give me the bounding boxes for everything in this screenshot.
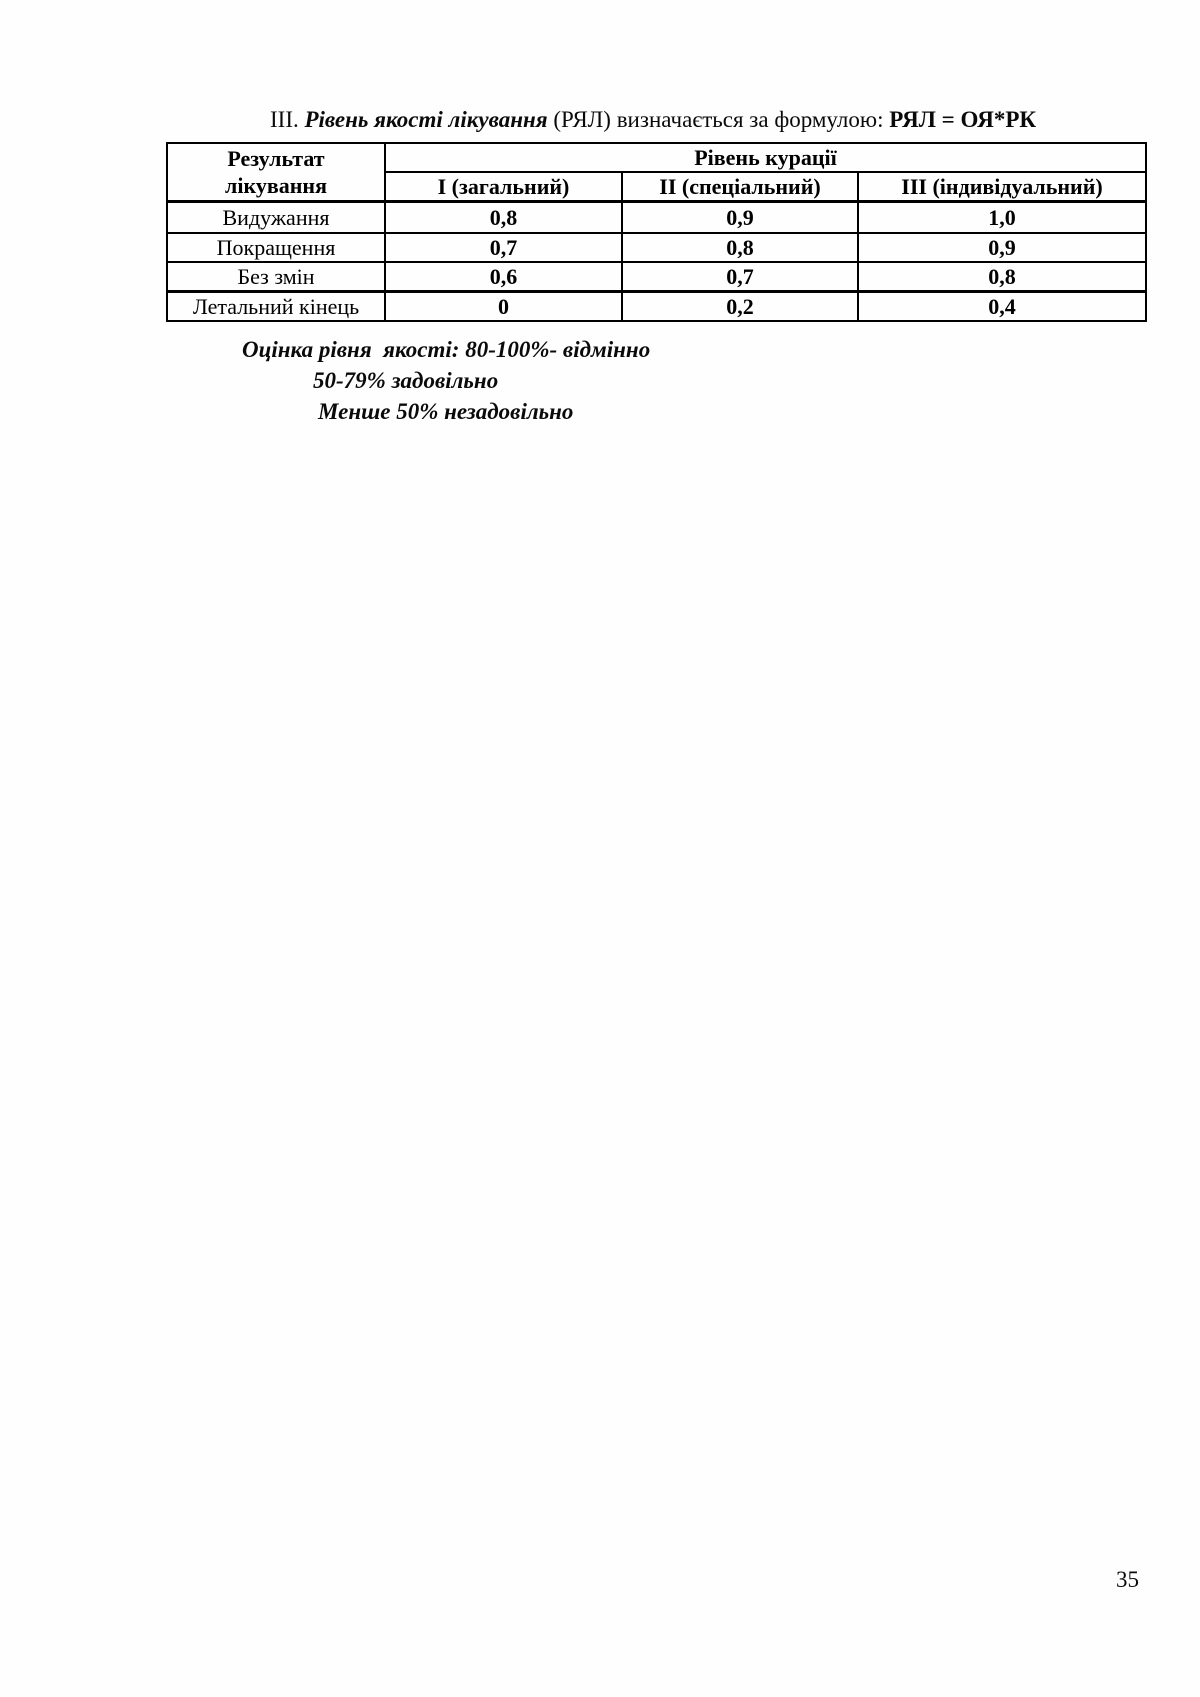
header-level-1: I (загальний)	[385, 172, 622, 202]
row-label-lethal-outcome: Летальний кінець	[167, 291, 385, 321]
cell-value: 0,9	[858, 233, 1146, 262]
table-header-row-span	[167, 143, 1146, 172]
section-title-emphasis: Рівень якості лікування	[304, 107, 548, 132]
section-numeral: III.	[270, 107, 299, 132]
section-title-formula: РЯЛ = ОЯ*РК	[889, 107, 1037, 132]
table-row	[167, 291, 1146, 321]
quality-assessment-line-3: Менше 50% незадовільно	[318, 399, 574, 424]
quality-assessment-line-2: 50-79% задовільно	[313, 368, 499, 393]
table-row	[167, 202, 1146, 233]
header-result-of-treatment	[167, 143, 385, 202]
cell-value: 0	[385, 291, 622, 321]
cell-value: 0,9	[622, 202, 858, 233]
table-row	[167, 262, 1146, 292]
cell-value: 0,8	[385, 202, 622, 233]
cell-value: 0,8	[858, 262, 1146, 292]
header-curation-level: Рівень курації	[385, 143, 1146, 172]
header-level-2: II (спеціальний)	[622, 172, 858, 202]
cell-value: 1,0	[858, 202, 1146, 233]
curation-level-table	[166, 142, 1147, 322]
cell-value: 0,2	[622, 291, 858, 321]
cell-value: 0,6	[385, 262, 622, 292]
row-label-no-change: Без змін	[167, 262, 385, 292]
row-label-improvement: Покращення	[167, 233, 385, 262]
cell-value: 0,7	[622, 262, 858, 292]
section-title	[270, 106, 1130, 134]
header-result-line2: лікування	[225, 173, 327, 198]
cell-value: 0,7	[385, 233, 622, 262]
quality-assessment-line-1: Оцінка рівня якості: 80-100%- відмінно	[242, 337, 651, 362]
header-result-line1: Результат	[227, 146, 325, 171]
section-title-middle: (РЯЛ) визначається за формулою:	[553, 107, 884, 132]
header-level-3: III (індивідуальний)	[858, 172, 1146, 202]
row-label-recovery: Видужання	[167, 202, 385, 233]
cell-value: 0,4	[858, 291, 1146, 321]
cell-value: 0,8	[622, 233, 858, 262]
table-row	[167, 233, 1146, 262]
page-number: 35	[1116, 1567, 1139, 1592]
